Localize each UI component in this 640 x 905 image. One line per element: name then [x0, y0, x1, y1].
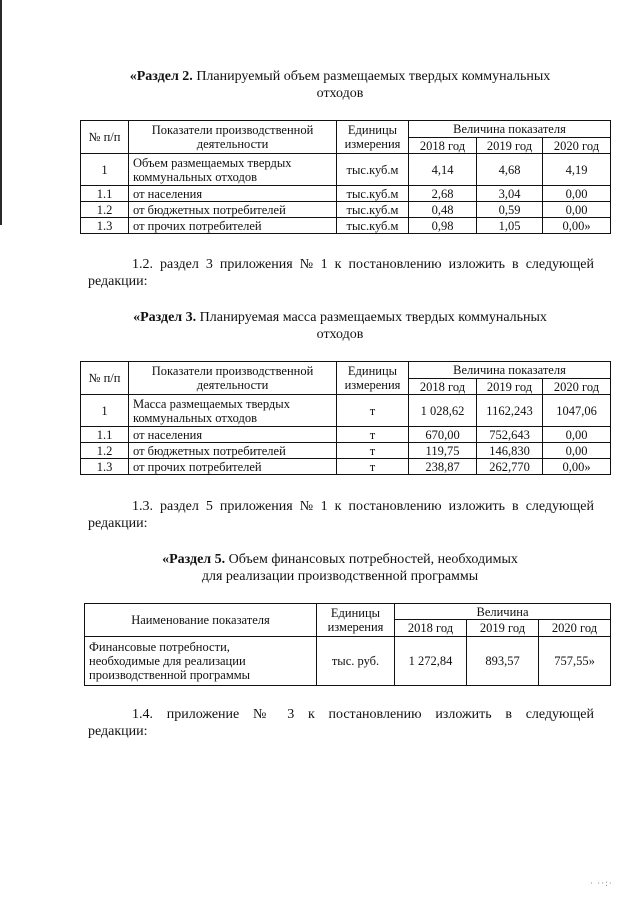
- section-5-title: [80, 551, 600, 585]
- header-year-2019: 2019 год: [477, 379, 543, 395]
- section-5-title-line1: Объем финансовых потребностей, необходимых: [228, 552, 518, 567]
- paragraph-1-3: [88, 498, 594, 532]
- table-row: 1 Объем размещаемых твердых коммунальных отходов тыс.куб.м 4,14 4,68 4,19: [81, 154, 611, 186]
- header-name: Наименование показателя: [85, 604, 317, 637]
- table-row: 1.2 от бюджетных потребителей тыс.куб.м 0,48 0,59 0,00: [81, 202, 611, 218]
- section-2-title-bold: «Раздел 2.: [129, 69, 193, 84]
- paragraph-1-4-line2: редакции:: [88, 724, 148, 739]
- scan-artifact: · ··:·: [590, 878, 613, 888]
- paragraph-1-2-line1: 1.2. раздел 3 приложения № 1 к постановлению изложить в: [132, 257, 519, 272]
- header-year-2018: 2018 год: [409, 138, 477, 154]
- section-5-title-line2: для реализации производственной программы: [201, 569, 479, 584]
- section-2-title-line2: отходов: [316, 86, 364, 101]
- section-2-title: [80, 68, 600, 102]
- section-3-title-line2: отходов: [316, 327, 364, 342]
- table-row: 1.2 от бюджетных потребителей т 119,75 146,830 0,00: [81, 443, 611, 459]
- section-2-table: [80, 120, 611, 234]
- paragraph-1-3-line2: следующей редакции:: [88, 499, 595, 531]
- header-num: № п/п: [81, 121, 129, 154]
- table-row: 1.1 от населения т 670,00 752,643 0,00: [81, 427, 611, 443]
- table-row: Финансовые потребности, необходимые для реализации производственной программы тыс. руб. 1 272,84 893,57 757,55»: [85, 637, 611, 686]
- section-5-table: [84, 603, 611, 686]
- header-unit: Единицы измерения: [337, 362, 409, 395]
- header-value: Величина показателя: [409, 121, 611, 138]
- header-indicator: Показатели производственной деятельности: [129, 121, 337, 154]
- paragraph-1-2: [88, 256, 594, 290]
- section-3-title-line1: Планируемая масса размещаемых твердых коммунальных: [199, 310, 547, 325]
- section-5-title-bold: «Раздел 5.: [162, 552, 226, 567]
- section-3-table: [80, 361, 611, 475]
- header-year-2020: 2020 год: [539, 620, 611, 637]
- header-value: Величина показателя: [409, 362, 611, 379]
- header-year-2020: 2020 год: [543, 138, 611, 154]
- section-2-title-line1: Планируемый объем размещаемых твердых коммунальных: [196, 69, 551, 84]
- table-row: 1.1 от населения тыс.куб.м 2,68 3,04 0,00: [81, 186, 611, 202]
- paragraph-1-4: [88, 706, 594, 740]
- header-year-2018: 2018 год: [409, 379, 477, 395]
- header-year-2019: 2019 год: [467, 620, 539, 637]
- header-unit: Единицы измерения: [317, 604, 395, 637]
- table-row: 1.3 от прочих потребителей тыс.куб.м 0,98 1,05 0,00»: [81, 218, 611, 234]
- header-year-2018: 2018 год: [395, 620, 467, 637]
- scan-edge-mark: [0, 0, 2, 225]
- section-3-title: [80, 309, 600, 343]
- section-3-title-bold: «Раздел 3.: [133, 310, 197, 325]
- header-year-2019: 2019 год: [477, 138, 543, 154]
- table-row: 1.3 от прочих потребителей т 238,87 262,770 0,00»: [81, 459, 611, 475]
- header-unit: Единицы измерения: [337, 121, 409, 154]
- header-value: Величина: [395, 604, 611, 620]
- paragraph-1-3-line1: 1.3. раздел 5 приложения № 1 к постановлению изложить в: [132, 499, 519, 514]
- header-num: № п/п: [81, 362, 129, 395]
- header-year-2020: 2020 год: [543, 379, 611, 395]
- paragraph-1-2-line2: следующей редакции:: [88, 257, 595, 289]
- table-row: 1 Масса размещаемых твердых коммунальных отходов т 1 028,62 1162,243 1047,06: [81, 395, 611, 427]
- paragraph-1-4-line1: 1.4. приложение № 3 к постановлению изложить в следующей: [132, 707, 594, 722]
- header-indicator: Показатели производственной деятельности: [129, 362, 337, 395]
